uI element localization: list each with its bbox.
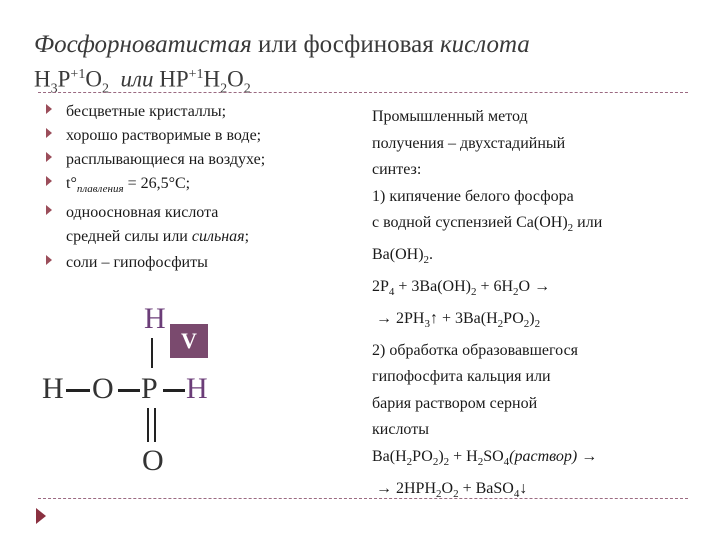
title-word-hypophosphorous: Фосфорноватистая	[34, 31, 252, 58]
divider-bottom	[38, 498, 688, 499]
property-item-acidity: одноосновная кислота средней силы или сильная;	[36, 201, 366, 249]
bond-p-h-right	[163, 389, 185, 392]
valence-badge: V	[170, 324, 208, 358]
bullet-arrow-icon	[46, 152, 52, 162]
atom-h-left: H	[42, 372, 64, 405]
next-slide-arrow-icon[interactable]	[36, 508, 46, 524]
method-line: получения – двухстадийный	[372, 134, 566, 152]
title-conjunction: или	[257, 31, 298, 58]
method-line: гипофосфита кальция или	[372, 368, 551, 386]
bullet-arrow-icon	[46, 128, 52, 138]
bond-p-o-double-2	[154, 408, 156, 442]
reaction-1: $2Р_4 + 3Ва(ОН)_2 + 6Н_2О$ →	[372, 277, 551, 299]
bond-o-p	[118, 389, 140, 392]
atom-o-left: O	[92, 372, 114, 405]
method-line: $Ва(ОН)_2$.	[372, 246, 434, 267]
method-line: кислоты	[372, 421, 429, 439]
property-item: бесцветные кристаллы;	[36, 100, 366, 124]
bond-p-h-top	[151, 338, 153, 368]
property-item: хорошо растворимые в воде;	[36, 124, 366, 148]
method-line: с водной суспензией $Са(ОН)_2$ или	[372, 214, 603, 235]
production-method	[372, 104, 692, 507]
property-item: соли – гипофосфиты	[36, 251, 366, 275]
method-line: 2) обработка образовавшегося	[372, 341, 579, 359]
bullet-arrow-icon	[46, 104, 52, 114]
reaction-2: $Ва(Н_2РО_2)_2$ + $Н_2SO_4(раствор)$ →	[372, 447, 598, 469]
atom-o-bottom: O	[142, 444, 164, 477]
method-line: бария раствором серной	[372, 394, 538, 412]
method-line: 1) кипячение белого фосфора	[372, 187, 574, 205]
title-formulas: $H_3P^{+1}O_2$ или $HP^{+1}H_2O_2$	[34, 66, 251, 97]
property-item: расплывающиеся на воздухе;	[36, 148, 366, 172]
atom-h-right: H	[186, 372, 208, 405]
title-word-phosphinic: фосфиновая	[303, 31, 434, 58]
method-line: синтез:	[372, 161, 422, 179]
bullet-arrow-icon	[46, 255, 52, 265]
atom-p: P	[141, 372, 158, 405]
title-word-acid: кислота	[439, 31, 530, 58]
structural-formula	[30, 296, 270, 486]
method-line: Промышленный метод	[372, 108, 528, 125]
slide-title	[34, 30, 530, 104]
bullet-arrow-icon	[46, 176, 52, 186]
bond-p-o-double-1	[147, 408, 149, 442]
bond-h-o	[66, 389, 90, 392]
bullet-arrow-icon	[46, 205, 52, 215]
reaction-2-products: → $2НРН_2О_2$ + BaSO$_4$↓	[376, 479, 528, 500]
reaction-1-products: → $2РН_3↑ + 3Ва(Н_2РО_2)_2$	[376, 309, 541, 330]
property-item-melting-point: $t^\circ_{плавления} = 26,5^\circ С$;	[36, 172, 366, 201]
divider-top	[38, 92, 688, 93]
properties-list	[36, 100, 366, 275]
atom-h-top: H	[144, 302, 166, 335]
